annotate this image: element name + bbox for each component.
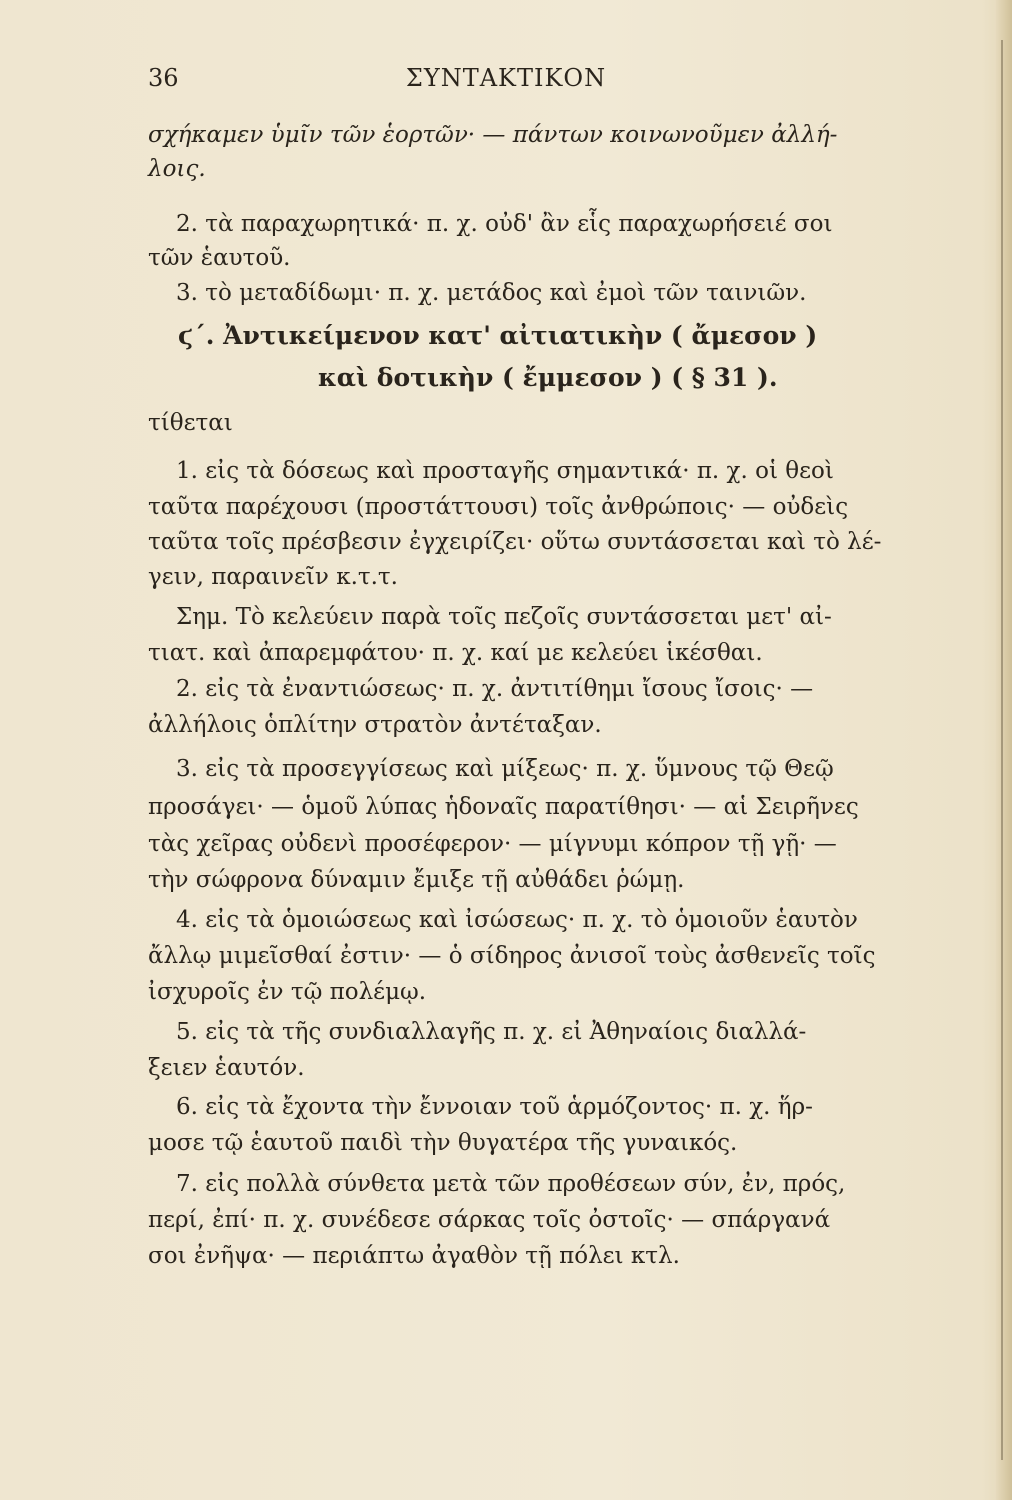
text-line: μοσε τῷ ἑαυτοῦ παιδὶ τὴν θυγατέρα τῆς γυναικός. [148,1130,738,1156]
text-line: τῶν ἑαυτοῦ. [148,245,291,271]
text-line: 5. εἰς τὰ τῆς συνδιαλλαγῆς π. χ. εἰ Ἀθηναίοις διαλλά- [176,1019,807,1045]
text-line: 4. εἰς τὰ ὁμοιώσεως καὶ ἰσώσεως· π. χ. τὸ ὁμοιοῦν ἑαυτὸν [176,907,858,933]
text-line: τὰς χεῖρας οὐδενὶ προσέφερον· — μίγνυμι κόπρον τῇ γῇ· — [148,831,837,857]
text-line: τίθεται [148,410,233,436]
text-line: ταῦτα παρέχουσι (προστάττουσι) τοῖς ἀνθρώποις· — οὐδεὶς [148,494,849,520]
text-line: 7. εἰς πολλὰ σύνθετα μετὰ τῶν προθέσεων σύν, ἐν, πρός, [176,1171,846,1197]
text-line: σοι ἐνῆψα· — περιάπτω ἀγαθὸν τῇ πόλει κτλ. [148,1243,680,1269]
text-line: 3. εἰς τὰ προσεγγίσεως καὶ μίξεως· π. χ. ὕμνους τῷ Θεῷ [176,756,834,782]
page-edge [996,0,1012,1500]
text-line: τιατ. καὶ ἀπαρεμφάτου· π. χ. καί με κελεύει ἱκέσθαι. [148,640,763,666]
text-line: 2. τὰ παραχωρητικά· π. χ. οὐδ' ἂν εἷς παραχωρήσειέ σοι [176,211,833,237]
text-line: ταῦτα τοῖς πρέσβεσιν ἐγχειρίζει· οὕτω συντάσσεται καὶ τὸ λέ- [148,529,882,555]
text-line: ἰσχυροῖς ἐν τῷ πολέμῳ. [148,979,427,1005]
section-heading-line-1: ϛ΄. Ἀντικείμενον κατ' αἰτιατικὴν ( ἄμεσον ) [178,321,818,350]
text-line: 6. εἰς τὰ ἔχοντα τὴν ἔννοιαν τοῦ ἁρμόζοντος· π. χ. ἥρ- [176,1094,813,1120]
text-line: ξειεν ἑαυτόν. [148,1055,305,1081]
text-line: 2. εἰς τὰ ἐναντιώσεως· π. χ. ἀντιτίθημι ἴσους ἴσοις· — [176,676,814,702]
text-line: 1. εἰς τὰ δόσεως καὶ προσταγῆς σημαντικά· π. χ. οἱ θεοὶ [176,458,834,484]
text-line: 3. τὸ μεταδίδωμι· π. χ. μετάδος καὶ ἐμοὶ τῶν ταινιῶν. [176,280,807,306]
text-line: γειν, παραινεῖν κ.τ.τ. [148,564,398,590]
running-title: ΣΥΝΤΑΚΤΙΚΟΝ [405,64,607,92]
page-number: 36 [148,64,179,92]
text-line: τὴν σώφρονα δύναμιν ἔμιξε τῇ αὐθάδει ῥώμῃ. [148,867,685,893]
text-line: λοις. [148,156,206,182]
text-line: προσάγει· — ὁμοῦ λύπας ἡδοναῖς παρατίθησι· — αἱ Σειρῆνες [148,794,859,820]
page-header [0,64,1012,104]
text-line: ἀλλήλοις ὁπλίτην στρατὸν ἀντέταξαν. [148,712,602,738]
text-line: περί, ἐπί· π. χ. συνέδεσε σάρκας τοῖς ὀστοῖς· — σπάργανά [148,1207,831,1233]
text-line: ἄλλῳ μιμεῖσθαί ἐστιν· — ὁ σίδηρος ἀνισοῖ τοὺς ἀσθενεῖς τοῖς [148,943,876,969]
text-line: σχήκαμεν ὑμῖν τῶν ἑορτῶν· — πάντων κοινωνοῦμεν ἀλλή- [148,122,838,148]
page-edge-line [1001,40,1003,1460]
section-heading-line-2: καὶ δοτικὴν ( ἔμμεσον ) ( § 31 ). [318,363,778,392]
text-line: Σημ. Τὸ κελεύειν παρὰ τοῖς πεζοῖς συντάσσεται μετ' αἰ- [176,604,832,630]
